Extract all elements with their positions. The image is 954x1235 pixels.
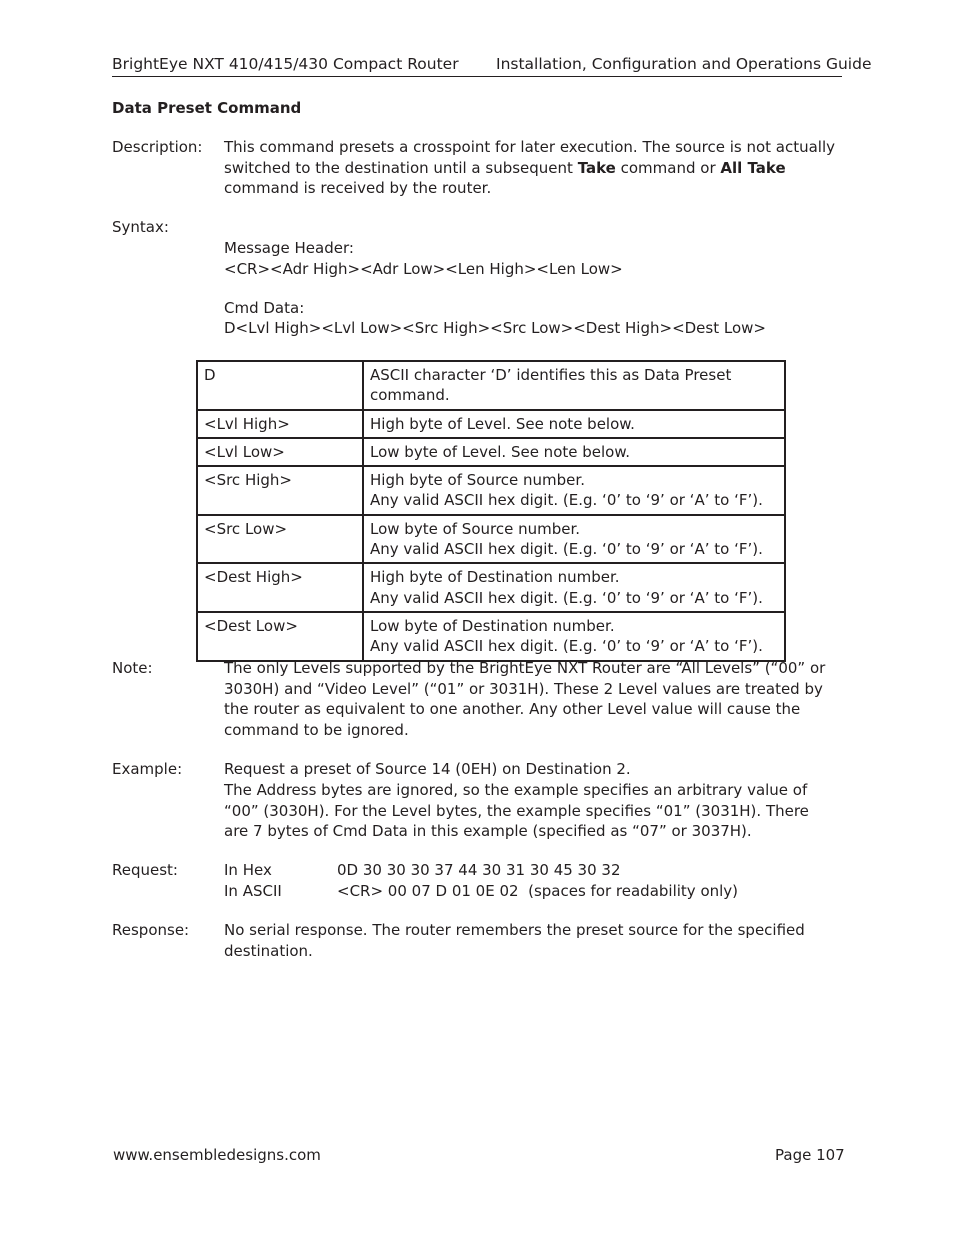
table-row [197,563,785,612]
field-cell: <Dest High> [197,563,363,612]
table-row [197,612,785,661]
table-row [197,361,785,410]
table-row [197,466,785,515]
table-row [197,410,785,438]
description-line: High byte of Source number. [370,471,585,490]
syntax-label: Syntax: [112,218,169,236]
message-header-title: Message Header: [224,239,354,257]
message-header-value: <CR><Adr High><Adr Low><Len High><Len Low> [224,260,623,278]
field-cell: <Lvl High> [197,410,363,438]
description-cell [363,438,785,466]
field-cell: <Lvl Low> [197,438,363,466]
note-text: The only Levels supported by the BrightEye NXT Router are “All Levels” (“00” or 3030H) and “Video Level” (“01” or 3031H). These 2 Level values are treated by the router as equivalent to one another. Any other Level value will cause the command to be ignored. [224,659,826,740]
description-line: High byte of Level. See note below. [370,414,635,433]
running-header-title: BrightEye NXT 410/415/430 Compact Router [112,55,459,73]
description-cell [363,563,785,612]
description-line: Low byte of Source number. [370,519,581,538]
table-row [197,438,785,466]
description-line: Any valid ASCII hex digit. (E.g. ‘0’ to ‘9’ or ‘A’ to ‘F’). [370,491,763,510]
description-line: Any valid ASCII hex digit. (E.g. ‘0’ to ‘9’ or ‘A’ to ‘F’). [370,588,763,607]
footer-website-link[interactable]: www.ensembledesigns.com [113,1146,321,1164]
description-line: Low byte of Level. See note below. [370,442,631,461]
description-cell [363,612,785,661]
example-label: Example: [112,760,183,778]
table-row [197,515,785,564]
header-rule [112,76,842,77]
section-title: Data Preset Command [112,99,302,117]
description-line: Any valid ASCII hex digit. (E.g. ‘0’ to ‘9’ or ‘A’ to ‘F’). [370,540,763,559]
parameters-table [196,360,786,662]
description-line: ASCII character ‘D’ identifies this as Data Preset command. [370,366,732,405]
footer-page-number: Page 107 [775,1146,845,1164]
cmd-data-title: Cmd Data: [224,299,305,317]
description-line: Any valid ASCII hex digit. (E.g. ‘0’ to ‘9’ or ‘A’ to ‘F’). [370,637,763,656]
request-hex-key: In Hex [224,861,272,879]
example-line2: The Address bytes are ignored, so the example specifies an arbitrary value of “00” (3030H). For the Level bytes, the example specifies “01” (3031H). There are 7 bytes of Cmd Data in this example (specified as “07” or 3037H). [224,781,809,841]
request-ascii-key: In ASCII [224,882,282,900]
description-label: Description: [112,138,203,156]
description-line: High byte of Destination number. [370,568,620,587]
note-label: Note: [112,659,153,677]
description-cell [363,466,785,515]
response-text: No serial response. The router remembers the preset source for the specified destination. [224,921,805,960]
field-cell: <Dest Low> [197,612,363,661]
description-cell [363,361,785,410]
field-cell: <Src High> [197,466,363,515]
description-cell [363,515,785,564]
cmd-data-value: D<Lvl High><Lvl Low><Src High><Src Low><Dest High><Dest Low> [224,319,766,337]
request-ascii-value: <CR> 00 07 D 01 0E 02 (spaces for readability only) [337,882,739,900]
running-header-guide: Installation, Configuration and Operations Guide [496,55,872,73]
request-hex-value: 0D 30 30 30 37 44 30 31 30 45 30 32 [337,861,621,879]
description-text: This command presets a crosspoint for later execution. The source is not actually switched to the destination until a subsequent Take command or All Take command is received by the router. [224,138,836,198]
example-line1: Request a preset of Source 14 (0EH) on Destination 2. [224,760,631,778]
request-label: Request: [112,861,178,879]
description-cell [363,410,785,438]
response-label: Response: [112,921,190,939]
field-cell: <Src Low> [197,515,363,564]
description-line: Low byte of Destination number. [370,616,615,635]
field-cell: D [197,361,363,410]
